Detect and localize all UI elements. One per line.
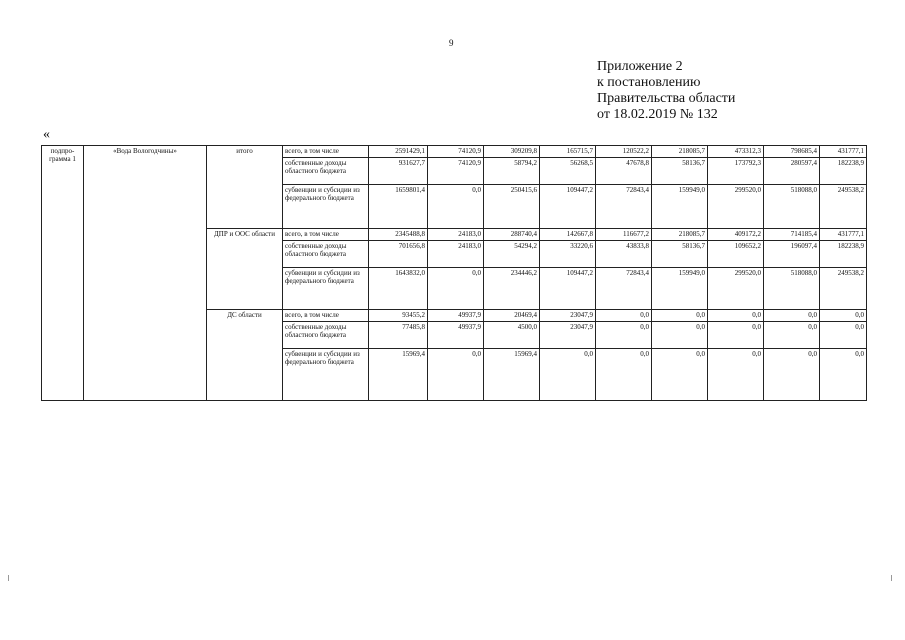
value-cell: 77485,8 — [369, 322, 428, 349]
value-cell: 714185,4 — [764, 229, 820, 241]
executor-cell: ДПР и ООС области — [207, 229, 283, 310]
value-cell: 234446,2 — [484, 268, 540, 310]
value-cell: 0,0 — [764, 322, 820, 349]
value-cell: 33220,6 — [540, 241, 596, 268]
value-cell: 74120,9 — [428, 146, 484, 158]
value-cell: 159949,0 — [652, 185, 708, 229]
value-cell: 24183,0 — [428, 241, 484, 268]
value-cell: 218085,7 — [652, 229, 708, 241]
table-row — [42, 146, 867, 158]
subprogram-label: подпро-грамма 1 — [42, 146, 84, 401]
value-cell: 0,0 — [540, 349, 596, 401]
value-cell: 309209,8 — [484, 146, 540, 158]
value-cell: 47678,8 — [596, 158, 652, 185]
value-cell: 0,0 — [596, 310, 652, 322]
value-cell: 72843,4 — [596, 268, 652, 310]
scan-mark-left — [8, 575, 9, 581]
value-cell: 23047,9 — [540, 322, 596, 349]
value-cell: 109447,2 — [540, 185, 596, 229]
value-cell: 431777,1 — [820, 146, 867, 158]
value-cell: 0,0 — [428, 268, 484, 310]
value-cell: 93455,2 — [369, 310, 428, 322]
value-cell: 0,0 — [652, 310, 708, 322]
value-cell: 173792,3 — [708, 158, 764, 185]
value-cell: 56268,5 — [540, 158, 596, 185]
value-cell: 0,0 — [820, 310, 867, 322]
value-cell: 0,0 — [708, 310, 764, 322]
value-cell: 58794,2 — [484, 158, 540, 185]
value-cell: 159949,0 — [652, 268, 708, 310]
page-number: 9 — [449, 38, 454, 48]
value-cell: 518088,0 — [764, 185, 820, 229]
value-cell: 0,0 — [820, 322, 867, 349]
value-cell: 182238,9 — [820, 241, 867, 268]
value-cell: 1659801,4 — [369, 185, 428, 229]
indicator-cell: субвенции и субсидии из федерального бюджета — [283, 268, 369, 310]
value-cell: 182238,9 — [820, 158, 867, 185]
value-cell: 20469,4 — [484, 310, 540, 322]
value-cell: 2345488,8 — [369, 229, 428, 241]
value-cell: 43833,8 — [596, 241, 652, 268]
value-cell: 0,0 — [428, 185, 484, 229]
value-cell: 58136,7 — [652, 158, 708, 185]
value-cell: 250415,6 — [484, 185, 540, 229]
appendix-government: Правительства области — [597, 91, 736, 106]
value-cell: 142667,8 — [540, 229, 596, 241]
value-cell: 23047,9 — [540, 310, 596, 322]
subprogram-name: «Вода Вологодчины» — [84, 146, 207, 401]
value-cell: 116677,2 — [596, 229, 652, 241]
value-cell: 109652,2 — [708, 241, 764, 268]
indicator-cell: всего, в том числе — [283, 146, 369, 158]
value-cell: 4500,0 — [484, 322, 540, 349]
indicator-cell: субвенции и субсидии из федерального бюджета — [283, 185, 369, 229]
value-cell: 0,0 — [764, 349, 820, 401]
value-cell: 0,0 — [596, 322, 652, 349]
executor-cell: ДС области — [207, 310, 283, 401]
value-cell: 0,0 — [764, 310, 820, 322]
value-cell: 2591429,1 — [369, 146, 428, 158]
value-cell: 196097,4 — [764, 241, 820, 268]
value-cell: 280597,4 — [764, 158, 820, 185]
value-cell: 58136,7 — [652, 241, 708, 268]
value-cell: 0,0 — [652, 322, 708, 349]
value-cell: 120522,2 — [596, 146, 652, 158]
value-cell: 299520,0 — [708, 185, 764, 229]
value-cell: 409172,2 — [708, 229, 764, 241]
value-cell: 1643832,0 — [369, 268, 428, 310]
value-cell: 24183,0 — [428, 229, 484, 241]
value-cell: 299520,0 — [708, 268, 764, 310]
indicator-cell: всего, в том числе — [283, 310, 369, 322]
value-cell: 431777,1 — [820, 229, 867, 241]
value-cell: 0,0 — [708, 322, 764, 349]
value-cell: 0,0 — [652, 349, 708, 401]
value-cell: 49937,9 — [428, 322, 484, 349]
value-cell: 288740,4 — [484, 229, 540, 241]
value-cell: 49937,9 — [428, 310, 484, 322]
value-cell: 701656,8 — [369, 241, 428, 268]
value-cell: 249538,2 — [820, 185, 867, 229]
value-cell: 798685,4 — [764, 146, 820, 158]
appendix-resolution: к постановлению — [597, 75, 701, 90]
value-cell: 54294,2 — [484, 241, 540, 268]
value-cell: 931627,7 — [369, 158, 428, 185]
value-cell: 72843,4 — [596, 185, 652, 229]
indicator-cell: всего, в том числе — [283, 229, 369, 241]
value-cell: 473312,3 — [708, 146, 764, 158]
value-cell: 15969,4 — [369, 349, 428, 401]
scan-mark-right — [891, 575, 892, 581]
executor-cell: итого — [207, 146, 283, 229]
opening-quote-mark: « — [43, 127, 50, 142]
appendix-title: Приложение 2 — [597, 59, 683, 74]
indicator-cell: субвенции и субсидии из федерального бюджета — [283, 349, 369, 401]
value-cell: 0,0 — [708, 349, 764, 401]
value-cell: 0,0 — [820, 349, 867, 401]
value-cell: 0,0 — [596, 349, 652, 401]
value-cell: 74120,9 — [428, 158, 484, 185]
value-cell: 165715,7 — [540, 146, 596, 158]
appendix-date-number: от 18.02.2019 № 132 — [597, 107, 718, 122]
value-cell: 109447,2 — [540, 268, 596, 310]
budget-table — [41, 145, 867, 401]
indicator-cell: собственные доходы областного бюджета — [283, 322, 369, 349]
value-cell: 249538,2 — [820, 268, 867, 310]
appendix-header — [597, 59, 735, 123]
indicator-cell: собственные доходы областного бюджета — [283, 158, 369, 185]
value-cell: 0,0 — [428, 349, 484, 401]
value-cell: 518088,0 — [764, 268, 820, 310]
value-cell: 15969,4 — [484, 349, 540, 401]
indicator-cell: собственные доходы областного бюджета — [283, 241, 369, 268]
value-cell: 218085,7 — [652, 146, 708, 158]
